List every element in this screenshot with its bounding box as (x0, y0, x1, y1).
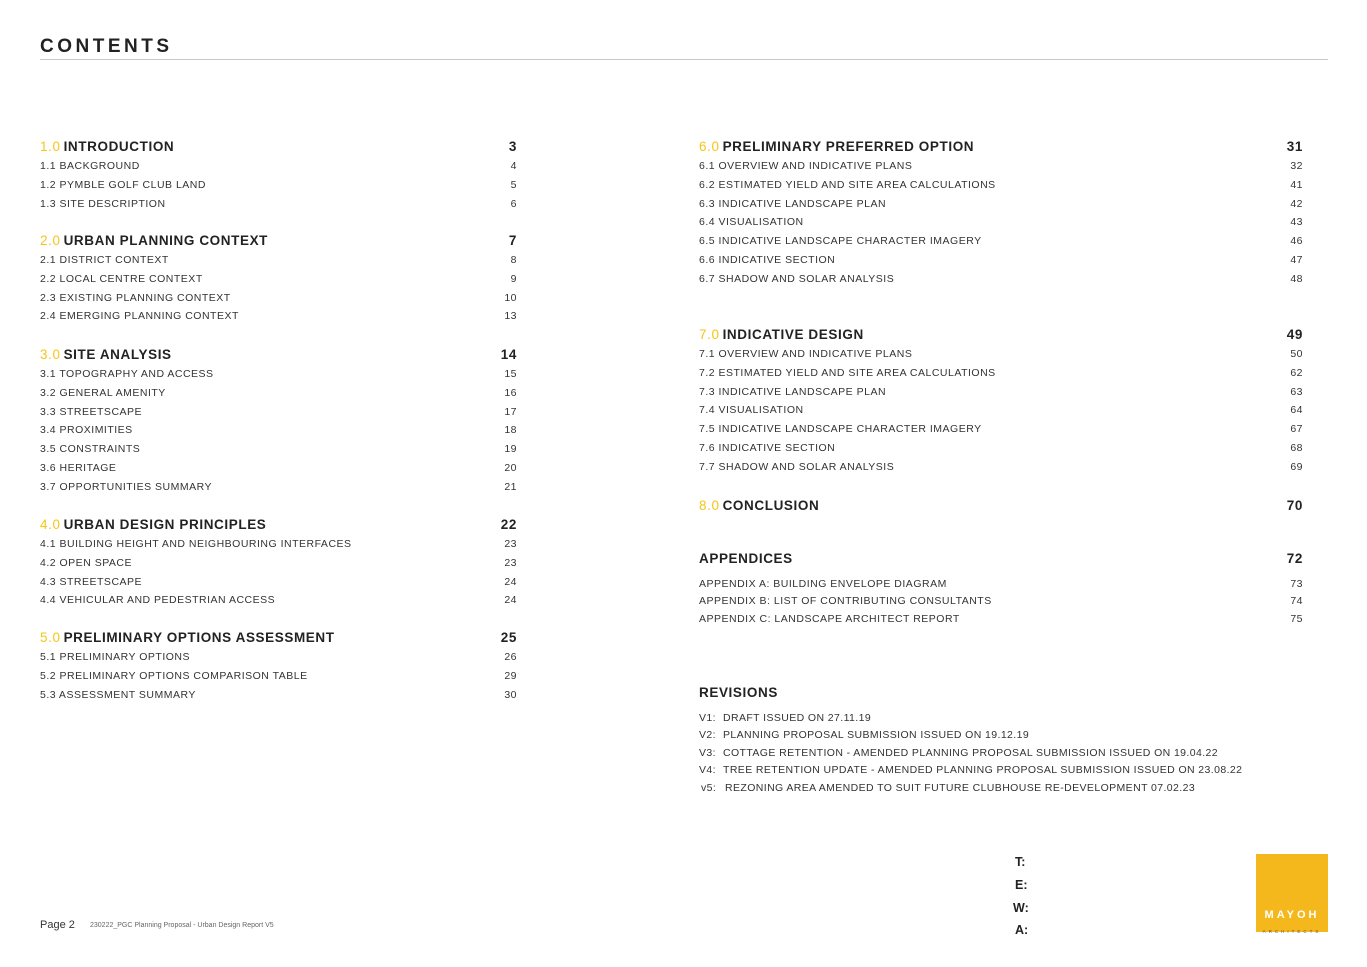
toc-section-title: URBAN DESIGN PRINCIPLES (63, 517, 267, 532)
toc-item-label: 7.7 SHADOW AND SOLAR ANALYSIS (699, 460, 895, 473)
toc-section-title: URBAN PLANNING CONTEXT (63, 233, 269, 248)
toc-item-page: 23 (504, 538, 517, 550)
appendix-item[interactable] (699, 578, 1303, 590)
toc-item-page: 69 (1290, 460, 1303, 473)
revision-text: COTTAGE RETENTION - AMENDED PLANNING PROPOSAL SUBMISSION ISSUED ON 19.04.22 (723, 746, 1219, 759)
toc-item[interactable] (40, 310, 517, 322)
revision-entry (699, 747, 1218, 759)
toc-item-page: 17 (504, 405, 517, 418)
toc-section-number: 6.0 (699, 139, 720, 154)
toc-item-page: 15 (504, 368, 517, 380)
toc-section-label (699, 139, 974, 154)
toc-item[interactable] (699, 386, 1303, 398)
toc-item[interactable] (40, 160, 517, 172)
toc-item-page: 21 (504, 480, 517, 493)
toc-item[interactable] (699, 235, 1303, 247)
toc-item-page: 63 (1290, 385, 1303, 398)
toc-item[interactable] (40, 424, 517, 436)
toc-item[interactable] (699, 348, 1303, 360)
toc-item-label: 3.1 TOPOGRAPHY AND ACCESS (40, 368, 214, 380)
toc-item-label: 1.2 PYMBLE GOLF CLUB LAND (40, 178, 206, 191)
toc-item[interactable] (699, 367, 1303, 379)
toc-item[interactable] (699, 198, 1303, 210)
toc-section-page: 7 (508, 233, 517, 248)
toc-item[interactable] (40, 462, 517, 474)
toc-section-page: 22 (500, 517, 517, 532)
mayoh-logo (1256, 854, 1328, 932)
web-label: W: (1013, 901, 1029, 915)
toc-section-label (699, 327, 864, 342)
toc-item-page: 16 (504, 386, 517, 399)
toc-section-number: 2.0 (40, 233, 61, 248)
toc-item-page: 50 (1290, 348, 1303, 360)
toc-item-page: 46 (1290, 235, 1303, 248)
toc-item-page: 6 (510, 197, 517, 210)
toc-item[interactable] (699, 461, 1303, 473)
toc-item-label: 3.2 GENERAL AMENITY (40, 386, 166, 399)
toc-item-label: 7.5 INDICATIVE LANDSCAPE CHARACTER IMAGERY (699, 423, 982, 436)
toc-item-label: 6.7 SHADOW AND SOLAR ANALYSIS (699, 272, 895, 285)
toc-section-page: 25 (500, 630, 517, 645)
footer-page-number: Page 2 (40, 919, 75, 931)
toc-section-number: 3.0 (40, 347, 61, 362)
revision-version: V1: (699, 712, 716, 724)
toc-item-label: 7.2 ESTIMATED YIELD AND SITE AREA CALCULATIONS (699, 366, 996, 379)
toc-section-heading[interactable] (40, 517, 517, 532)
toc-item-page: 29 (504, 669, 517, 682)
revisions-heading (699, 685, 778, 700)
toc-item-page: 10 (504, 291, 517, 304)
toc-item-page: 13 (504, 310, 517, 323)
toc-item[interactable] (40, 368, 517, 380)
toc-item-page: 64 (1290, 404, 1303, 417)
toc-section-heading[interactable] (699, 327, 1303, 342)
toc-item[interactable] (40, 538, 517, 550)
toc-item[interactable] (699, 442, 1303, 454)
toc-item-page: 68 (1290, 442, 1303, 454)
email-label: E: (1015, 878, 1028, 892)
toc-section-label (40, 233, 268, 248)
toc-section-title: CONCLUSION (722, 498, 820, 513)
revision-entry (699, 712, 871, 724)
toc-item[interactable] (40, 594, 517, 606)
toc-item-label: 3.5 CONSTRAINTS (40, 443, 141, 456)
toc-item-label: 7.4 VISUALISATION (699, 404, 804, 417)
toc-item-page: 47 (1290, 254, 1303, 266)
toc-item-page: 43 (1290, 216, 1303, 229)
toc-item-label: 4.4 VEHICULAR AND PEDESTRIAN ACCESS (40, 594, 276, 607)
toc-item-page: 30 (504, 688, 517, 701)
toc-item-label: 3.7 OPPORTUNITIES SUMMARY (40, 480, 212, 493)
toc-section-title: PRELIMINARY PREFERRED OPTION (722, 139, 975, 154)
toc-section-page: 31 (1286, 139, 1303, 154)
toc-item-label: 2.4 EMERGING PLANNING CONTEXT (40, 310, 239, 323)
appendices-title: APPENDICES (699, 551, 793, 566)
revision-text: PLANNING PROPOSAL SUBMISSION ISSUED ON 19.12.19 (723, 729, 1030, 742)
toc-item-label: 6.4 VISUALISATION (699, 216, 804, 229)
toc-section-label (40, 630, 335, 645)
toc-item-label: 5.3 ASSESSMENT SUMMARY (40, 688, 196, 701)
toc-item-label: 2.1 DISTRICT CONTEXT (40, 254, 169, 266)
toc-section-heading[interactable] (699, 139, 1303, 154)
toc-section-title: SITE ANALYSIS (63, 347, 172, 362)
title-divider (40, 59, 1328, 60)
toc-item-page: 18 (504, 424, 517, 437)
revision-text: DRAFT ISSUED ON 27.11.19 (723, 712, 872, 724)
toc-item[interactable] (40, 273, 517, 285)
toc-section-page: 14 (500, 347, 517, 362)
toc-item-page: 42 (1290, 197, 1303, 210)
revision-version: V3: (699, 746, 716, 759)
toc-item[interactable] (40, 406, 517, 418)
toc-item-label: 7.6 INDICATIVE SECTION (699, 442, 836, 454)
toc-item[interactable] (40, 198, 517, 210)
revision-entry (701, 782, 1195, 794)
toc-section-heading[interactable] (699, 498, 1303, 513)
toc-item-page: 26 (504, 651, 517, 663)
toc-item-label: 6.5 INDICATIVE LANDSCAPE CHARACTER IMAGERY (699, 235, 982, 248)
toc-section-number: 1.0 (40, 139, 61, 154)
toc-item-label: 6.3 INDICATIVE LANDSCAPE PLAN (699, 197, 887, 210)
toc-item-page: 32 (1290, 160, 1303, 172)
toc-item[interactable] (40, 670, 517, 682)
toc-item[interactable] (40, 576, 517, 588)
footer-document-name: 230222_PGC Planning Proposal - Urban Design Report V5 (90, 922, 274, 929)
revision-version: v5: (701, 781, 717, 794)
appendices-heading[interactable] (699, 551, 1303, 566)
toc-item-page: 62 (1290, 366, 1303, 379)
toc-section-page: 49 (1286, 327, 1303, 342)
toc-item-label: 3.6 HERITAGE (40, 462, 117, 474)
logo-subtitle: ARCHITECTS (1262, 929, 1322, 934)
toc-section-number: 8.0 (699, 498, 720, 513)
toc-item-page: 48 (1290, 272, 1303, 285)
revision-version: V4: (699, 764, 716, 777)
toc-section-page: 70 (1286, 498, 1303, 513)
toc-item-page: 23 (504, 556, 517, 569)
revision-entry (699, 764, 1242, 776)
appendices-page: 72 (1286, 551, 1303, 566)
toc-section-heading[interactable] (40, 347, 517, 362)
revision-text: TREE RETENTION UPDATE - AMENDED PLANNING PROPOSAL SUBMISSION ISSUED ON 23.08.22 (723, 764, 1243, 777)
toc-section-title: PRELIMINARY OPTIONS ASSESSMENT (63, 630, 335, 645)
toc-item-label: 3.3 STREETSCAPE (40, 405, 143, 418)
toc-item-page: 8 (510, 254, 517, 266)
toc-section-number: 4.0 (40, 517, 61, 532)
toc-item-label: 4.1 BUILDING HEIGHT AND NEIGHBOURING INTERFACES (40, 538, 352, 550)
appendix-page: 73 (1290, 578, 1303, 590)
toc-item-label: 6.6 INDICATIVE SECTION (699, 254, 836, 266)
appendix-page: 75 (1290, 612, 1303, 625)
toc-section-label (40, 347, 172, 362)
toc-item-page: 67 (1290, 423, 1303, 436)
toc-item-label: 4.3 STREETSCAPE (40, 575, 143, 588)
toc-item-page: 24 (504, 575, 517, 588)
toc-section-title: INDICATIVE DESIGN (722, 327, 864, 342)
toc-section-number: 5.0 (40, 630, 61, 645)
toc-section-number: 7.0 (699, 327, 720, 342)
toc-item-label: 2.3 EXISTING PLANNING CONTEXT (40, 291, 231, 304)
toc-item-page: 20 (504, 462, 517, 474)
logo-wordmark: MAYOH (1264, 909, 1320, 921)
toc-item-page: 4 (510, 160, 517, 172)
appendix-label: APPENDIX B: LIST OF CONTRIBUTING CONSULTANTS (699, 595, 992, 608)
toc-item[interactable] (699, 404, 1303, 416)
toc-item-label: 3.4 PROXIMITIES (40, 424, 133, 437)
toc-item-page: 24 (504, 594, 517, 607)
toc-item[interactable] (40, 292, 517, 304)
address-label: A: (1015, 923, 1029, 937)
toc-item[interactable] (699, 216, 1303, 228)
toc-section-heading[interactable] (40, 630, 517, 645)
toc-item[interactable] (699, 423, 1303, 435)
toc-section-label (40, 517, 266, 532)
toc-item[interactable] (40, 651, 517, 663)
toc-item-label: 1.1 BACKGROUND (40, 160, 140, 172)
toc-item[interactable] (40, 387, 517, 399)
toc-item[interactable] (699, 273, 1303, 285)
revision-entry (699, 729, 1029, 741)
toc-item-page: 19 (504, 443, 517, 456)
toc-section-label (699, 498, 819, 513)
toc-item[interactable] (699, 160, 1303, 172)
toc-item-page: 41 (1290, 178, 1303, 191)
toc-item-label: 5.1 PRELIMINARY OPTIONS (40, 651, 190, 663)
toc-item-page: 9 (510, 272, 517, 285)
toc-item[interactable] (699, 254, 1303, 266)
appendix-item[interactable] (699, 613, 1303, 625)
toc-item-label: 1.3 SITE DESCRIPTION (40, 197, 166, 210)
toc-section-heading[interactable] (40, 233, 517, 248)
toc-item[interactable] (40, 557, 517, 569)
toc-item-label: 6.1 OVERVIEW AND INDICATIVE PLANS (699, 160, 913, 172)
toc-item[interactable] (40, 443, 517, 455)
toc-item[interactable] (40, 689, 517, 701)
toc-item-label: 5.2 PRELIMINARY OPTIONS COMPARISON TABLE (40, 669, 308, 682)
toc-section-heading[interactable] (40, 139, 517, 154)
revisions-title: REVISIONS (699, 685, 778, 700)
toc-item[interactable] (699, 179, 1303, 191)
toc-item[interactable] (40, 481, 517, 493)
toc-section-label (40, 139, 174, 154)
toc-item[interactable] (40, 254, 517, 266)
phone-label: T: (1015, 855, 1026, 869)
revision-version: V2: (699, 729, 716, 742)
toc-section-page: 3 (508, 139, 517, 154)
revision-text: REZONING AREA AMENDED TO SUIT FUTURE CLUBHOUSE RE-DEVELOPMENT 07.02.23 (725, 781, 1196, 794)
toc-item-label: 4.2 OPEN SPACE (40, 556, 133, 569)
toc-section-title: INTRODUCTION (63, 139, 175, 154)
appendix-label: APPENDIX C: LANDSCAPE ARCHITECT REPORT (699, 612, 960, 625)
appendix-item[interactable] (699, 595, 1303, 607)
toc-item-page: 5 (510, 178, 517, 191)
toc-item-label: 7.1 OVERVIEW AND INDICATIVE PLANS (699, 348, 913, 360)
appendix-label: APPENDIX A: BUILDING ENVELOPE DIAGRAM (699, 578, 947, 590)
toc-item[interactable] (40, 179, 517, 191)
toc-item-label: 6.2 ESTIMATED YIELD AND SITE AREA CALCULATIONS (699, 178, 996, 191)
toc-item-label: 7.3 INDICATIVE LANDSCAPE PLAN (699, 385, 887, 398)
appendix-page: 74 (1290, 595, 1303, 608)
toc-item-label: 2.2 LOCAL CENTRE CONTEXT (40, 272, 203, 285)
page-title: CONTENTS (40, 36, 173, 57)
